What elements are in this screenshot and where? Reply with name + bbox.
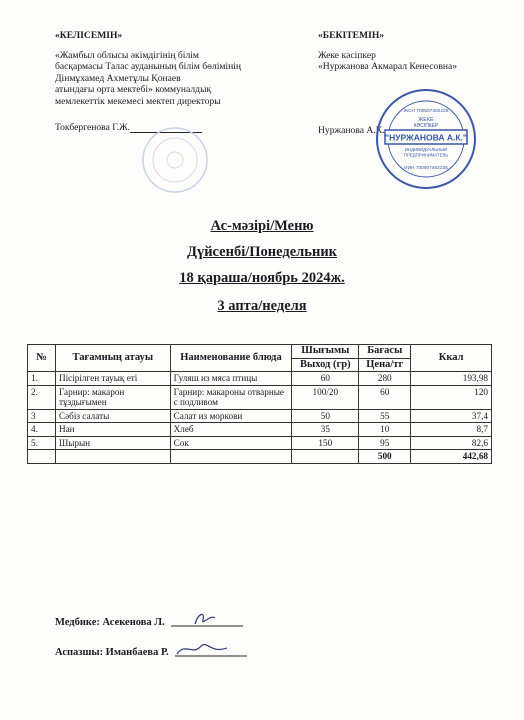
cook-name: Аспазшы: Иманбаева Р.: [55, 647, 169, 658]
dish-name-kz: Гарнир: макарон тұздығымен: [55, 385, 170, 409]
dish-name-kz: Сәбіз салаты: [55, 409, 170, 423]
dish-price: 95: [359, 436, 411, 450]
dish-output: 150: [292, 436, 359, 450]
dish-price: 55: [359, 409, 411, 423]
entrepreneur-line: Жеке кәсіпкер: [318, 49, 376, 61]
dish-kcal: 82,6: [411, 436, 492, 450]
table-total-row: [28, 450, 492, 464]
table-row: [28, 409, 492, 423]
table-header-row: [28, 345, 492, 359]
col-kcal-header: Ккал: [411, 345, 492, 372]
dish-name-ru: Хлеб: [170, 423, 292, 437]
cook-signature: [55, 640, 251, 658]
dish-price: 280: [359, 372, 411, 386]
approval-left-org: [55, 50, 285, 108]
menu-title: Ас-мәзірі/Меню: [210, 218, 314, 234]
dish-name-ru: Гарнир: макароны отварные с подливом: [170, 385, 292, 409]
stamp-top-word: ЖЕКЕ: [418, 117, 434, 123]
stamp-bottom-word: ИНДИВИДУАЛЬНЫЙ: [404, 147, 448, 152]
entrepreneur-line: «Нуржанова Акмарал Кенесовна»: [318, 61, 458, 73]
total-price: 500: [359, 450, 411, 464]
stamp-name: "НУРЖАНОВА А.К.": [385, 132, 467, 143]
org-line: «Жамбыл облысы әкімдігінің білім: [55, 49, 199, 61]
col-name-kz-header: Тағамның атауы: [55, 345, 170, 372]
approval-right-heading: «БЕКІТЕМІН»: [318, 30, 385, 41]
org-line: басқармасы Талас ауданының білім бөлімінің: [55, 61, 242, 73]
date-title: 18 қараша/ноябрь 2024ж.: [179, 270, 345, 286]
row-num: 4.: [28, 423, 56, 437]
day-title: Дүйсенбі/Понедельник: [186, 244, 338, 260]
nurse-signature: [55, 610, 247, 628]
stamp-mid-word: КӘСІПКЕР: [413, 123, 439, 129]
approval-left-heading: «КЕЛІСЕМІН»: [55, 30, 123, 41]
signer-name: Токбергенова Г.Ж.: [55, 121, 131, 133]
col-output-subheader: Выход (гр): [292, 358, 359, 372]
menu-table: [27, 344, 492, 464]
org-line: Дінмұхамед Ахметұлы Қонаев: [55, 72, 181, 84]
dish-kcal: 120: [411, 385, 492, 409]
col-price-subheader: Цена/тг: [359, 358, 411, 372]
approval-right-body: [318, 50, 518, 73]
dish-price: 60: [359, 385, 411, 409]
dish-name-ru: Сок: [170, 436, 292, 450]
dish-kcal: 8,7: [411, 423, 492, 437]
week-title: 3 апта/неделя: [217, 298, 307, 314]
dish-name-ru: Гуляш из мяса птицы: [170, 372, 292, 386]
row-num: 1.: [28, 372, 56, 386]
table-row: [28, 372, 492, 386]
dish-output: 60: [292, 372, 359, 386]
stamp-id-bottom: ИИН 700507402225: [404, 166, 448, 171]
col-output-header: Шығымы: [292, 345, 359, 359]
signer-name: Нуржанова А.К.: [318, 124, 385, 136]
dish-output: 35: [292, 423, 359, 437]
table-row: [28, 436, 492, 450]
dish-name-kz: Пісірілген тауық еті: [55, 372, 170, 386]
col-num-header: №: [28, 345, 56, 372]
col-price-header: Бағасы: [359, 345, 411, 359]
approval-left: [55, 30, 285, 133]
dish-price: 10: [359, 423, 411, 437]
row-num: 5.: [28, 436, 56, 450]
org-line: атындағы орта мектебі» коммуналдық: [55, 84, 212, 96]
dish-kcal: 193,98: [411, 372, 492, 386]
dish-kcal: 37,4: [411, 409, 492, 423]
dish-name-kz: Шырын: [55, 436, 170, 450]
faint-seal-icon: [140, 125, 210, 195]
total-kcal: 442,68: [411, 450, 492, 464]
dish-output: 50: [292, 409, 359, 423]
table-row: [28, 385, 492, 409]
row-num: 2.: [28, 385, 56, 409]
dish-name-kz: Нан: [55, 423, 170, 437]
stamp-id-top: ЖСН 700507402225: [403, 109, 449, 114]
nurse-name: Медбике: Асекенова Л.: [55, 617, 165, 628]
table-row: [28, 423, 492, 437]
dish-name-ru: Салат из моркови: [170, 409, 292, 423]
nurse-signature-icon: [167, 610, 247, 628]
cook-signature-icon: [171, 640, 251, 658]
company-stamp-icon: [375, 88, 477, 190]
stamp-bottom-word2: ПРЕДПРИНИМАТЕЛЬ: [403, 152, 449, 158]
org-line: мемлекеттік мекемесі мектеп директоры: [55, 95, 221, 107]
dish-output: 100/20: [292, 385, 359, 409]
col-name-ru-header: Наименование блюда: [170, 345, 292, 372]
row-num: 3: [28, 409, 56, 423]
